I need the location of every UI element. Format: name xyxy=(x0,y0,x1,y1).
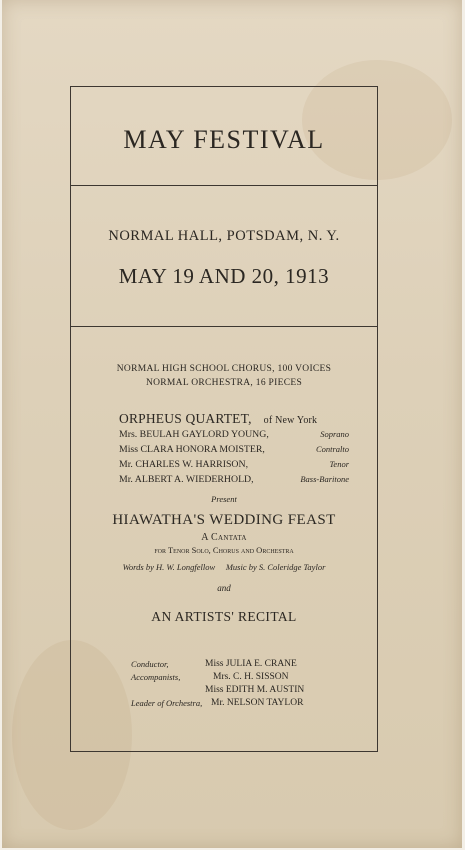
singer-row xyxy=(119,444,359,457)
program-border xyxy=(70,86,378,752)
staff-name: Mr. NELSON TAYLOR xyxy=(211,698,304,708)
program-page xyxy=(2,0,462,848)
chorus-line: NORMAL HIGH SCHOOL CHORUS, 100 VOICES xyxy=(116,364,332,374)
staff-role: Leader of Orchestra, xyxy=(131,698,203,708)
cantata-scoring: for Tenor Solo, Chorus and Orchestra xyxy=(154,545,294,555)
staff-role: Conductor, xyxy=(131,659,169,669)
singer-voice: Tenor xyxy=(329,459,349,469)
staff-role: Accompanists, xyxy=(131,672,181,682)
recital-title: AN ARTISTS' RECITAL xyxy=(151,609,297,624)
cantata-title: HIAWATHA'S WEDDING FEAST xyxy=(112,512,336,528)
orchestra-line: NORMAL ORCHESTRA, 16 PIECES xyxy=(145,378,303,388)
dates-line: MAY 19 AND 20, 1913 xyxy=(118,264,330,288)
singer-row xyxy=(119,429,359,442)
venue-line: NORMAL HALL, POTSDAM, N. Y. xyxy=(108,228,340,244)
cantata-credits: Words by H. W. Longfellow Music by S. Coleridge Taylor xyxy=(122,562,326,572)
singer-name: Mr. CHARLES W. HARRISON, xyxy=(119,459,249,470)
title-section xyxy=(71,87,377,186)
singer-voice: Contralto xyxy=(315,444,349,454)
staff-name: Mrs. C. H. SISSON xyxy=(213,672,289,682)
quartet-name: ORPHEUS QUARTET, xyxy=(119,411,252,426)
program-section xyxy=(71,327,377,751)
singer-row xyxy=(119,459,359,472)
singer-name: Mrs. BEULAH GAYLORD YOUNG, xyxy=(119,429,269,440)
venue-section xyxy=(71,186,377,327)
singer-row xyxy=(119,474,359,487)
staff-row xyxy=(131,685,361,698)
staff-row xyxy=(131,659,361,672)
present-label: Present xyxy=(211,494,237,504)
staff-list xyxy=(131,659,361,711)
and-label: and xyxy=(217,583,231,593)
staff-row xyxy=(131,698,361,711)
singer-voice: Bass-Baritone xyxy=(300,474,349,484)
quartet-origin: of New York xyxy=(263,415,318,426)
singer-voice: Soprano xyxy=(320,429,349,439)
festival-title: MAY FESTIVAL xyxy=(123,125,325,154)
quartet-line xyxy=(119,411,359,427)
singer-name: Mr. ALBERT A. WIEDERHOLD, xyxy=(119,474,254,485)
staff-name: Miss EDITH M. AUSTIN xyxy=(205,685,305,695)
staff-name: Miss JULIA E. CRANE xyxy=(205,659,297,669)
cantata-subtitle: A Cantata xyxy=(201,532,247,543)
staff-row xyxy=(131,672,361,685)
singer-name: Miss CLARA HONORA MOISTER, xyxy=(119,444,265,455)
artists-list xyxy=(119,411,359,487)
